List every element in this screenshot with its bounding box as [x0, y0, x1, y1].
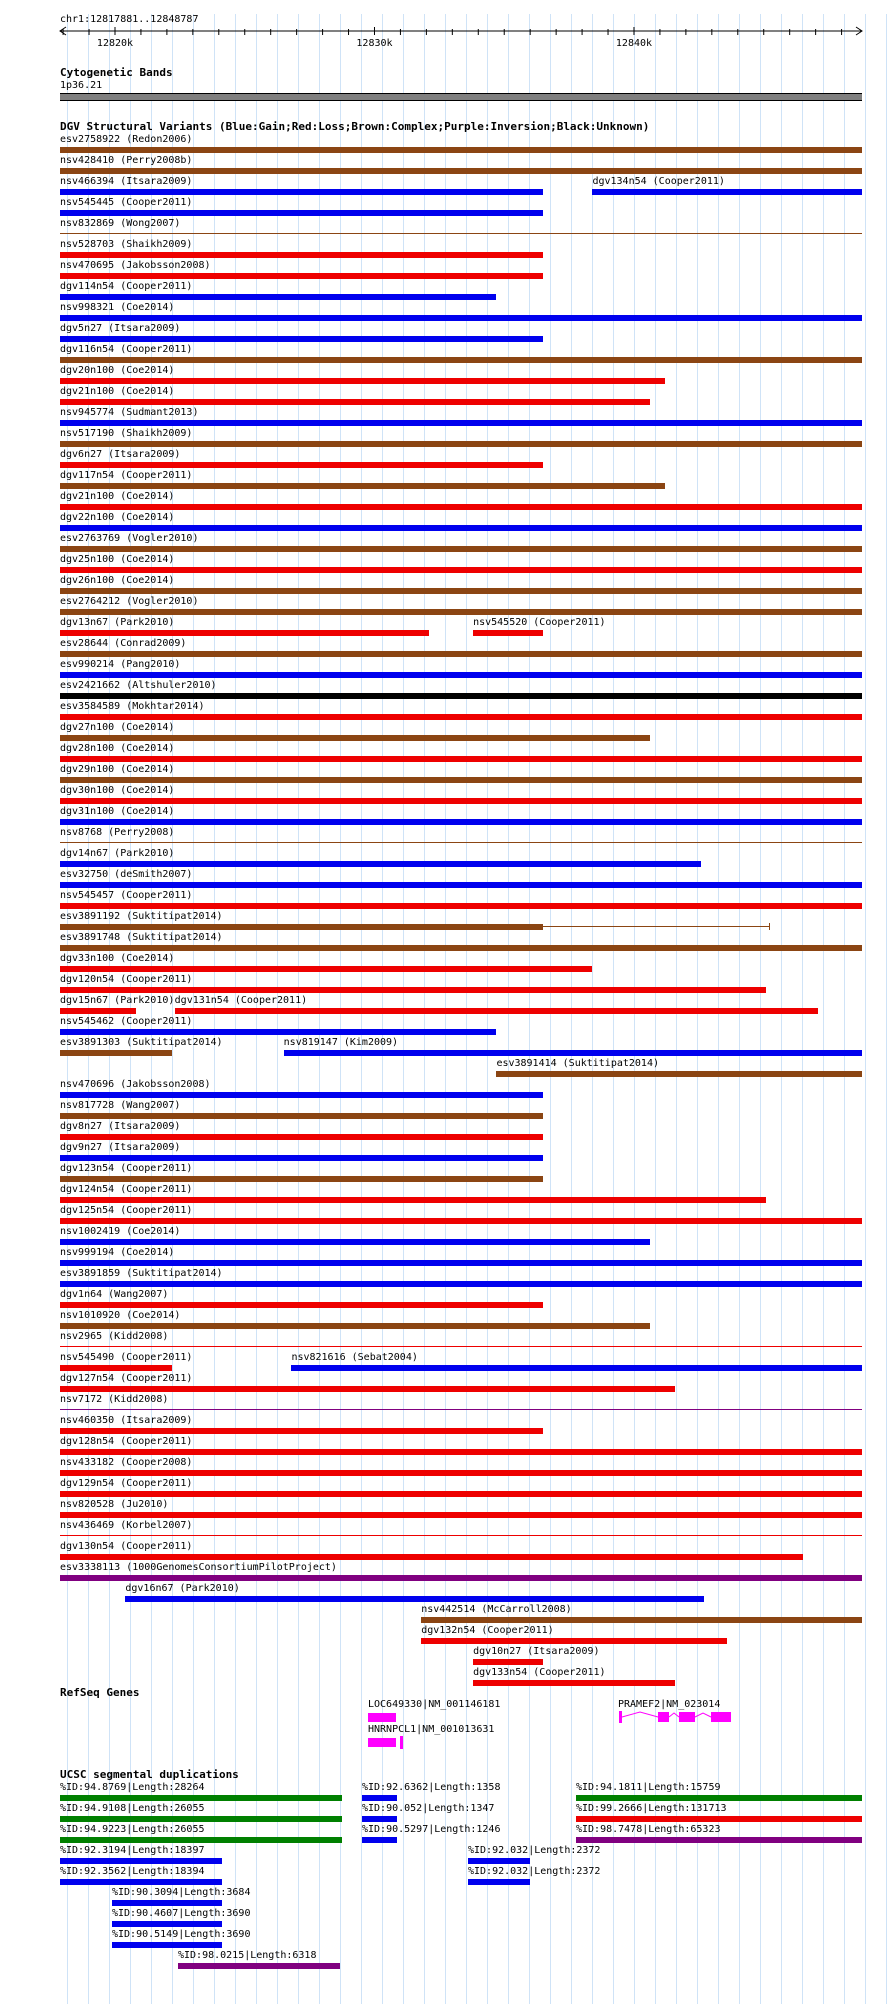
sv-label[interactable]: nsv470695 (Jakobsson2008)	[60, 260, 211, 271]
sv-bar[interactable]	[60, 672, 862, 678]
segdup-bar[interactable]	[362, 1837, 397, 1843]
gene-label-pramef2[interactable]: PRAMEF2|NM_023014	[618, 1699, 721, 1710]
sv-label[interactable]: nsv1010920 (Coe2014)	[60, 1310, 181, 1321]
cytoband-track-title: Cytogenetic Bands	[60, 66, 173, 79]
sv-label[interactable]: esv28644 (Conrad2009)	[60, 638, 187, 649]
sv-bar[interactable]	[60, 462, 543, 468]
sv-label[interactable]: dgv130n54 (Cooper2011)	[60, 1541, 193, 1552]
segdup-label[interactable]: %ID:99.2666|Length:131713	[576, 1803, 727, 1814]
sv-label[interactable]: dgv13n67 (Park2010)	[60, 617, 175, 628]
sv-bar[interactable]	[60, 336, 543, 342]
sv-bar[interactable]	[60, 945, 862, 951]
sv-label[interactable]: nsv433182 (Cooper2008)	[60, 1457, 193, 1468]
sv-label[interactable]: nsv528703 (Shaikh2009)	[60, 239, 193, 250]
sv-bar[interactable]	[284, 1050, 862, 1056]
sv-label[interactable]: nsv1002419 (Coe2014)	[60, 1226, 181, 1237]
sv-bar[interactable]	[592, 189, 862, 195]
sv-bar[interactable]	[125, 1596, 704, 1602]
gene-pramef2[interactable]	[615, 1708, 755, 1728]
sv-bar[interactable]	[60, 588, 862, 594]
sv-bar[interactable]	[60, 1386, 675, 1392]
sv-label[interactable]: nsv545445 (Cooper2011)	[60, 197, 193, 208]
sv-bar[interactable]	[60, 714, 862, 720]
sv-label[interactable]: nsv820528 (Ju2010)	[60, 1499, 169, 1510]
sv-label[interactable]: nsv470696 (Jakobsson2008)	[60, 1079, 211, 1090]
sv-bar[interactable]	[60, 1554, 803, 1560]
cytoband-label: 1p36.21	[60, 80, 103, 91]
sv-label[interactable]: dgv33n100 (Coe2014)	[60, 953, 175, 964]
sv-bar[interactable]	[60, 233, 862, 234]
sv-bar[interactable]	[60, 252, 543, 258]
sv-bar[interactable]	[60, 842, 862, 843]
sv-bar[interactable]	[60, 1449, 862, 1455]
segdup-label[interactable]: %ID:92.032|Length:2372	[468, 1866, 601, 1877]
segdup-label[interactable]: %ID:90.052|Length:1347	[362, 1803, 495, 1814]
sv-bar[interactable]	[60, 1323, 650, 1329]
sv-bar[interactable]	[60, 1134, 543, 1140]
sv-bar[interactable]	[60, 1176, 543, 1182]
sv-bar[interactable]	[60, 882, 862, 888]
sv-bar[interactable]	[60, 525, 862, 531]
segdup-bar[interactable]	[468, 1879, 530, 1885]
segdup-bar[interactable]	[576, 1837, 862, 1843]
sv-label[interactable]: dgv116n54 (Cooper2011)	[60, 344, 193, 355]
segdup-label[interactable]: %ID:94.9108|Length:26055	[60, 1803, 205, 1814]
sv-bar[interactable]	[60, 1428, 543, 1434]
sv-label[interactable]: esv990214 (Pang2010)	[60, 659, 181, 670]
sv-label[interactable]: dgv10n27 (Itsara2009)	[473, 1646, 600, 1657]
sv-label[interactable]: dgv117n54 (Cooper2011)	[60, 470, 193, 481]
segdup-bar[interactable]	[468, 1858, 530, 1864]
sv-bar[interactable]	[60, 609, 862, 615]
segdup-bar[interactable]	[112, 1921, 222, 1927]
sv-bar[interactable]	[60, 1113, 543, 1119]
segdup-label[interactable]: %ID:90.4607|Length:3690	[112, 1908, 251, 1919]
sv-bar[interactable]	[60, 168, 862, 174]
sv-label[interactable]: esv32750 (deSmith2007)	[60, 869, 193, 880]
ruler-tick-label: 12830k	[356, 38, 393, 49]
sv-bar[interactable]	[60, 1197, 766, 1203]
gene-loc649330[interactable]	[368, 1713, 396, 1722]
sv-bar[interactable]	[60, 1346, 862, 1347]
sv-bar[interactable]	[60, 273, 543, 279]
sv-bar[interactable]	[60, 1029, 496, 1035]
segdup-label[interactable]: %ID:92.3194|Length:18397	[60, 1845, 205, 1856]
sv-bar[interactable]	[60, 1575, 862, 1581]
sv-label[interactable]: nsv821616 (Sebat2004)	[291, 1352, 418, 1363]
sv-label[interactable]: nsv999194 (Coe2014)	[60, 1247, 175, 1258]
sv-bar[interactable]	[60, 189, 543, 195]
sv-bar[interactable]	[60, 294, 496, 300]
segdup-bar[interactable]	[60, 1858, 222, 1864]
sv-label[interactable]: dgv30n100 (Coe2014)	[60, 785, 175, 796]
sv-bar[interactable]	[60, 1535, 862, 1536]
sv-label[interactable]: dgv114n54 (Cooper2011)	[60, 281, 193, 292]
segdup-label[interactable]: %ID:90.5149|Length:3690	[112, 1929, 251, 1940]
sv-bar[interactable]	[60, 1050, 172, 1056]
segdup-bar[interactable]	[60, 1795, 342, 1801]
sv-bar[interactable]	[60, 1491, 862, 1497]
sv-bar[interactable]	[60, 399, 650, 405]
sv-bar[interactable]	[60, 987, 766, 993]
sv-bar[interactable]	[60, 147, 862, 153]
sv-label[interactable]: esv3891859 (Suktitipat2014)	[60, 1268, 223, 1279]
sv-label[interactable]: nsv545462 (Cooper2011)	[60, 1016, 193, 1027]
segdup-bar[interactable]	[576, 1795, 862, 1801]
segdup-label[interactable]: %ID:94.9223|Length:26055	[60, 1824, 205, 1835]
segdup-label[interactable]: %ID:98.0215|Length:6318	[178, 1950, 317, 1961]
sv-bar[interactable]	[291, 1365, 862, 1371]
sv-bar[interactable]	[60, 210, 543, 216]
sv-bar[interactable]	[60, 651, 862, 657]
segdup-label[interactable]: %ID:98.7478|Length:65323	[576, 1824, 721, 1835]
ruler[interactable]	[0, 20, 890, 60]
segdup-label[interactable]: %ID:90.3094|Length:3684	[112, 1887, 251, 1898]
sv-label[interactable]: nsv460350 (Itsara2009)	[60, 1415, 193, 1426]
grid-line	[844, 14, 845, 2004]
gene-label-loc649330[interactable]: LOC649330|NM_001146181	[368, 1699, 501, 1710]
refseq-track-title: RefSeq Genes	[60, 1686, 140, 1699]
sv-label[interactable]: esv3891748 (Suktitipat2014)	[60, 932, 223, 943]
sv-label[interactable]: nsv817728 (Wang2007)	[60, 1100, 181, 1111]
sv-bar[interactable]	[60, 441, 862, 447]
sv-bar[interactable]	[60, 567, 862, 573]
sv-label[interactable]: esv3584589 (Mokhtar2014)	[60, 701, 205, 712]
sv-bar[interactable]	[60, 504, 862, 510]
sv-label[interactable]: nsv466394 (Itsara2009)	[60, 176, 193, 187]
sv-bar[interactable]	[60, 861, 701, 867]
sv-label[interactable]: dgv120n54 (Cooper2011)	[60, 974, 193, 985]
sv-bar[interactable]	[60, 903, 862, 909]
sv-label[interactable]: esv3891414 (Suktitipat2014)	[496, 1058, 659, 1069]
sv-label[interactable]: nsv428410 (Perry2008b)	[60, 155, 193, 166]
sv-bar[interactable]	[60, 1092, 543, 1098]
sv-bar[interactable]	[175, 1008, 819, 1014]
sv-label[interactable]: esv3891303 (Suktitipat2014)	[60, 1037, 223, 1048]
sv-label[interactable]: esv2763769 (Vogler2010)	[60, 533, 199, 544]
sv-label[interactable]: dgv8n27 (Itsara2009)	[60, 1121, 181, 1132]
segdup-bar[interactable]	[178, 1963, 340, 1969]
sv-bar[interactable]	[60, 1409, 862, 1410]
sv-label[interactable]: dgv133n54 (Cooper2011)	[473, 1667, 606, 1678]
sv-label[interactable]: dgv128n54 (Cooper2011)	[60, 1436, 193, 1447]
sv-label[interactable]: nsv545490 (Cooper2011)	[60, 1352, 193, 1363]
segdup-bar[interactable]	[60, 1879, 222, 1885]
sv-bar[interactable]	[60, 1365, 172, 1371]
sv-bar[interactable]	[60, 1302, 543, 1308]
segdup-label[interactable]: %ID:94.1811|Length:15759	[576, 1782, 721, 1793]
sv-bar[interactable]	[60, 483, 665, 489]
segdup-bar[interactable]	[362, 1795, 397, 1801]
sv-bar-extension	[543, 926, 769, 927]
sv-label[interactable]: dgv123n54 (Cooper2011)	[60, 1163, 193, 1174]
gene-hnrnpcl1-tail	[400, 1736, 403, 1749]
sv-label[interactable]: dgv131n54 (Cooper2011)	[174, 995, 308, 1006]
sv-label[interactable]: dgv21n100 (Coe2014)	[60, 491, 175, 502]
sv-bar[interactable]	[473, 630, 543, 636]
sv-label[interactable]: nsv945774 (Sudmant2013)	[60, 407, 199, 418]
sv-label[interactable]: dgv124n54 (Cooper2011)	[60, 1184, 193, 1195]
segdup-track-title: UCSC segmental duplications	[60, 1768, 239, 1781]
sv-bar[interactable]	[60, 630, 429, 636]
sv-label[interactable]: dgv129n54 (Cooper2011)	[60, 1478, 193, 1489]
ruler-position: chr1:12817881..12848787	[60, 14, 199, 25]
sv-label[interactable]: nsv2965 (Kidd2008)	[60, 1331, 169, 1342]
sv-bar[interactable]	[60, 1239, 650, 1245]
sv-bar[interactable]	[60, 1155, 543, 1161]
sv-label[interactable]: dgv22n100 (Coe2014)	[60, 512, 175, 523]
sv-label[interactable]: dgv6n27 (Itsara2009)	[60, 449, 181, 460]
sv-label[interactable]: dgv15n67 (Park2010)	[60, 995, 175, 1006]
sv-label[interactable]: dgv14n67 (Park2010)	[60, 848, 175, 859]
sv-bar[interactable]	[60, 357, 862, 363]
sv-label[interactable]: nsv517190 (Shaikh2009)	[60, 428, 193, 439]
sv-label[interactable]: nsv436469 (Korbel2007)	[60, 1520, 193, 1531]
sv-bar[interactable]	[60, 1281, 862, 1287]
grid-line	[865, 14, 866, 2004]
sv-label[interactable]: esv2421662 (Altshuler2010)	[60, 680, 217, 691]
segdup-bar[interactable]	[60, 1816, 342, 1822]
sv-label[interactable]: nsv998321 (Coe2014)	[60, 302, 175, 313]
segdup-bar[interactable]	[112, 1942, 222, 1948]
sv-bar-end-tick	[769, 923, 770, 930]
sv-label[interactable]: nsv545520 (Cooper2011)	[473, 617, 606, 628]
sv-label[interactable]: dgv29n100 (Coe2014)	[60, 764, 175, 775]
dgv-track-title: DGV Structural Variants (Blue:Gain;Red:Loss;Brown:Complex;Purple:Inversion;Black:Unknown)	[60, 120, 650, 133]
sv-label[interactable]: nsv832869 (Wong2007)	[60, 218, 181, 229]
sv-label[interactable]: dgv132n54 (Cooper2011)	[421, 1625, 554, 1636]
sv-bar[interactable]	[421, 1638, 727, 1644]
segdup-label[interactable]: %ID:90.5297|Length:1246	[362, 1824, 501, 1835]
sv-label[interactable]: esv2758922 (Redon2006)	[60, 134, 193, 145]
sv-label[interactable]: esv3338113 (1000GenomesConsortiumPilotProject)	[60, 1562, 337, 1573]
sv-label[interactable]: dgv20n100 (Coe2014)	[60, 365, 175, 376]
segdup-bar[interactable]	[60, 1837, 342, 1843]
gene-hnrnpcl1[interactable]	[368, 1738, 396, 1747]
sv-label[interactable]: dgv125n54 (Cooper2011)	[60, 1205, 193, 1216]
segdup-label[interactable]: %ID:92.032|Length:2372	[468, 1845, 601, 1856]
sv-label[interactable]: dgv5n27 (Itsara2009)	[60, 323, 181, 334]
sv-label[interactable]: dgv31n100 (Coe2014)	[60, 806, 175, 817]
sv-label[interactable]: dgv9n27 (Itsara2009)	[60, 1142, 181, 1153]
sv-bar[interactable]	[60, 966, 592, 972]
sv-bar[interactable]	[60, 1008, 136, 1014]
sv-bar[interactable]	[60, 546, 862, 552]
sv-bar[interactable]	[60, 777, 862, 783]
segdup-bar[interactable]	[112, 1900, 222, 1906]
sv-label[interactable]: dgv27n100 (Coe2014)	[60, 722, 175, 733]
sv-label[interactable]: dgv1n64 (Wang2007)	[60, 1289, 169, 1300]
sv-bar[interactable]	[496, 1071, 862, 1077]
sv-label[interactable]: dgv25n100 (Coe2014)	[60, 554, 175, 565]
ruler-tick-label: 12820k	[96, 38, 134, 49]
sv-bar[interactable]	[60, 756, 862, 762]
sv-label[interactable]: dgv26n100 (Coe2014)	[60, 575, 175, 586]
sv-bar[interactable]	[473, 1680, 675, 1686]
sv-label[interactable]: nsv442514 (McCarroll2008)	[421, 1604, 572, 1615]
segdup-bar[interactable]	[576, 1816, 862, 1822]
sv-bar[interactable]	[60, 924, 543, 930]
grid-line	[823, 14, 824, 2004]
sv-label[interactable]: dgv16n67 (Park2010)	[125, 1583, 240, 1594]
segdup-label[interactable]: %ID:92.6362|Length:1358	[362, 1782, 501, 1793]
sv-label[interactable]: nsv7172 (Kidd2008)	[60, 1394, 169, 1405]
sv-bar[interactable]	[473, 1659, 543, 1665]
ruler-tick-label: 12840k	[615, 38, 653, 49]
sv-label[interactable]: esv2764212 (Vogler2010)	[60, 596, 199, 607]
grid-line	[886, 14, 887, 2004]
sv-label[interactable]: nsv819147 (Kim2009)	[283, 1037, 399, 1048]
sv-label[interactable]: nsv545457 (Cooper2011)	[60, 890, 193, 901]
sv-bar[interactable]	[60, 693, 862, 699]
sv-bar[interactable]	[60, 420, 862, 426]
sv-bar[interactable]	[421, 1617, 862, 1623]
sv-label[interactable]: nsv8768 (Perry2008)	[60, 827, 175, 838]
sv-label[interactable]: dgv134n54 (Cooper2011)	[592, 176, 725, 187]
sv-bar[interactable]	[60, 1470, 862, 1476]
segdup-label[interactable]: %ID:92.3562|Length:18394	[60, 1866, 205, 1877]
sv-bar[interactable]	[60, 378, 665, 384]
segdup-label[interactable]: %ID:94.8769|Length:28264	[60, 1782, 205, 1793]
sv-bar[interactable]	[60, 1512, 862, 1518]
sv-bar[interactable]	[60, 735, 650, 741]
segdup-bar[interactable]	[362, 1816, 397, 1822]
gene-label-hnrnpcl1[interactable]: HNRNPCL1|NM_001013631	[368, 1724, 495, 1735]
sv-bar[interactable]	[60, 1218, 862, 1224]
sv-bar[interactable]	[60, 798, 862, 804]
sv-bar[interactable]	[60, 1260, 862, 1266]
sv-label[interactable]: dgv127n54 (Cooper2011)	[60, 1373, 193, 1384]
sv-bar[interactable]	[60, 819, 862, 825]
cytoband-bar[interactable]	[60, 93, 862, 101]
sv-label[interactable]: dgv21n100 (Coe2014)	[60, 386, 175, 397]
sv-bar[interactable]	[60, 315, 862, 321]
sv-label[interactable]: esv3891192 (Suktitipat2014)	[60, 911, 223, 922]
sv-label[interactable]: dgv28n100 (Coe2014)	[60, 743, 175, 754]
